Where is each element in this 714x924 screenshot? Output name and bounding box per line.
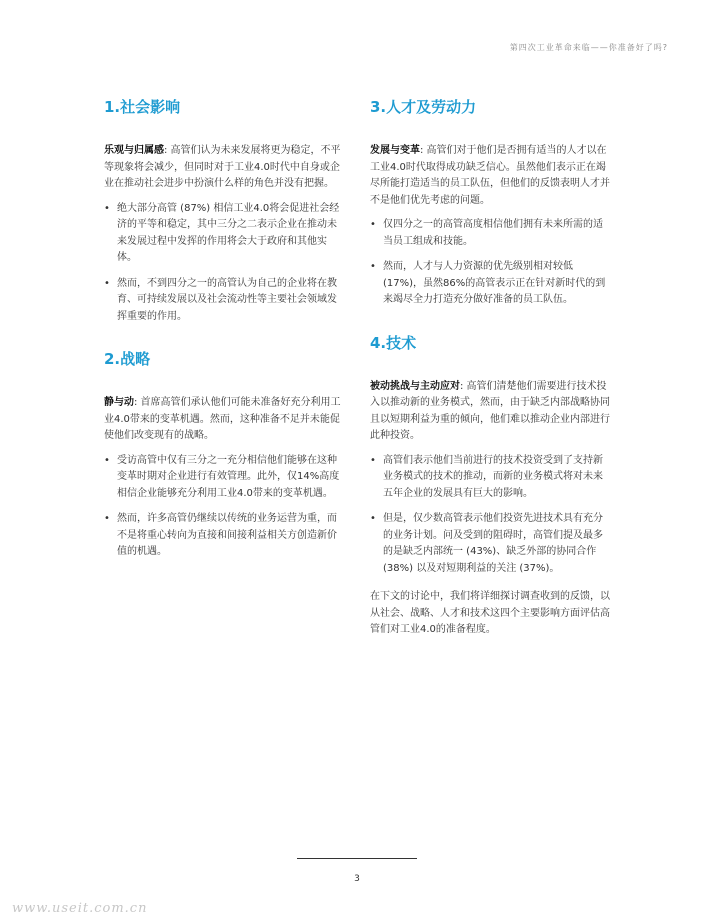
- list-item: [370, 259, 610, 309]
- footer-divider: [297, 858, 417, 859]
- closing-paragraph: 在下文的讨论中，我们将详细探讨调查收到的反馈，以从社会、战略、人才和技术这四个主要影响方面评估高管们对工业4.0的准备程度。: [370, 591, 610, 635]
- intro-keyword: 乐观与归属感: [104, 145, 164, 156]
- section-title-social: 1.社会影响: [104, 98, 181, 116]
- list-item-text: 仅四分之一的高管高度相信他们拥有未来所需的适当员工组成和技能。: [383, 219, 603, 247]
- list-item: [104, 511, 344, 561]
- list-item-text: 然而，人才与人力资源的优先级别相对较低 (17%)，虽然86%的高管表示正在针对新时代的到来竭尽全力打造充分做好准备的员工队伍。: [383, 261, 606, 305]
- left-column: [104, 96, 344, 570]
- section-intro-strategy: [104, 395, 344, 445]
- bullet-icon: •: [370, 454, 376, 466]
- list-item-text: 但是，仅少数高管表示他们投资先进技术具有充分的业务计划。问及受到的阻碍时，高管们提及最多的是缺乏内部统一 (43%)、缺乏外部的协同合作 (38%) 以及对短期利益的关注 (37%)。: [383, 513, 603, 574]
- list-item: [104, 453, 344, 503]
- intro-text: : 首席高管们承认他们可能未准备好充分利用工业4.0带来的变革机遇。然而，这种准备不足并未能促使他们改变现有的战略。: [104, 397, 341, 441]
- section-intro-tech: [370, 379, 610, 445]
- bullet-list-social: [104, 201, 344, 326]
- intro-text: : 高管们认为未来发展将更为稳定，不平等现象将会减少，但同时对于工业4.0时代中自身或企业在推动社会进步中扮演什么样的角色并没有把握。: [104, 145, 341, 189]
- intro-keyword: 发展与变革: [370, 145, 420, 156]
- bullet-icon: •: [370, 261, 376, 272]
- list-item-text: 然而，许多高管仍继续以传统的业务运营为重，而不是将重心转向为直接和间接利益相关方创造新价值的机遇。: [117, 513, 337, 557]
- section-title-strategy: 2.战略: [104, 350, 151, 368]
- bullet-list-strategy: [104, 453, 344, 561]
- list-item: [370, 217, 610, 250]
- page-number: 3: [354, 874, 360, 884]
- bullet-list-talent: [370, 217, 610, 309]
- bullet-icon: •: [104, 202, 110, 214]
- bullet-icon: •: [104, 277, 110, 289]
- list-item-text: 高管们表示他们当前进行的技术投资受到了支持新业务模式的技术的推动，而新的业务模式将对未来五年企业的发展具有巨大的影响。: [383, 454, 603, 499]
- section-intro-social: [104, 143, 344, 193]
- list-item: [104, 201, 344, 267]
- bullet-list-tech: [370, 453, 610, 578]
- watermark: www.useit.com.cn: [12, 901, 148, 916]
- list-item-text: 受访高管中仅有三分之一充分相信他们能够在这种变革时期对企业进行有效管理。此外，仅14%高度相信企业能够充分利用工业4.0带来的变革机遇。: [117, 454, 340, 499]
- bullet-icon: •: [370, 219, 376, 230]
- intro-text: : 高管们清楚他们需要进行技术投入以推动新的业务模式，然而，由于缺乏内部战略协同且以短期利益为重的倾向，他们难以推动企业内部进行此种投资。: [370, 380, 610, 441]
- list-item: [370, 511, 610, 577]
- intro-keyword: 静与动: [104, 397, 134, 408]
- bullet-icon: •: [104, 454, 110, 466]
- section-title-tech: 4.技术: [370, 333, 417, 352]
- bullet-icon: •: [104, 513, 110, 524]
- running-header: 第四次工业革命来临——你准备好了吗?: [509, 43, 668, 52]
- intro-text: : 高管们对于他们是否拥有适当的人才以在工业4.0时代取得成功缺乏信心。虽然他们表示正在竭尽所能打造适当的员工队伍，但他们的反馈表明人才并不是他们优先考虑的问题。: [370, 145, 610, 206]
- intro-keyword: 被动挑战与主动应对: [370, 380, 460, 392]
- list-item: [104, 276, 344, 326]
- section-title-talent: 3.人才及劳动力: [370, 98, 477, 116]
- bullet-icon: •: [370, 513, 376, 524]
- list-item-text: 然而，不到四分之一的高管认为自己的企业将在教育、可持续发展以及社会流动性等主要社会领域发挥重要的作用。: [117, 277, 337, 322]
- section-intro-talent: [370, 143, 610, 209]
- right-column: [370, 96, 610, 649]
- list-item-text: 绝大部分高管 (87%) 相信工业4.0将会促进社会经济的平等和稳定，其中三分之二表示企业在推动未来发展过程中发挥的作用将会大于政府和其他实体。: [117, 202, 340, 263]
- list-item: [370, 453, 610, 503]
